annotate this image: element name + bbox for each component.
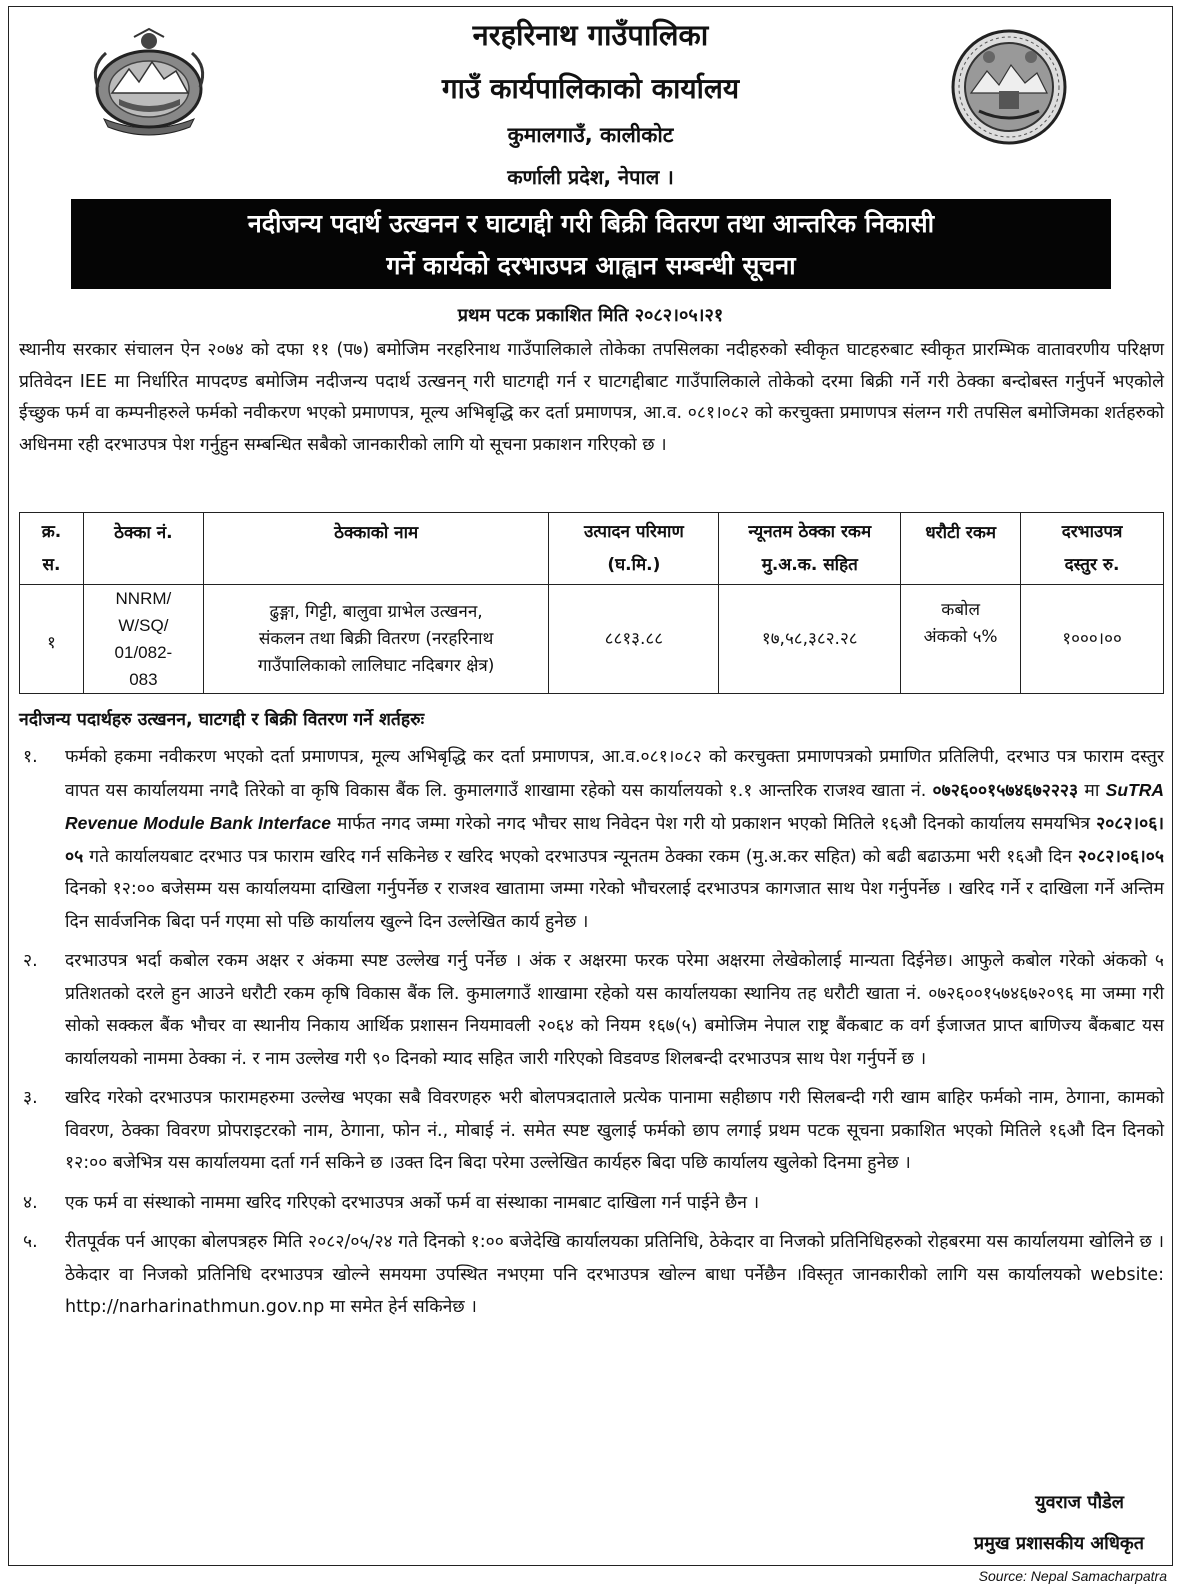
condition-item <box>19 1082 1164 1180</box>
notice-title-line1: नदीजन्य पदार्थ उत्खनन र घाटगद्दी गरी बिक्री वितरण तथा आन्तरिक निकासी <box>247 209 935 238</box>
condition-text-part: गते कार्यालयबाट दरभाउ पत्र फाराम खरिद गर्न सकिनेछ र खरिद भएको दरभाउपत्र न्यूनतम ठेक्का रकम (मु.अ.कर सहित) को बढी बढाऊमा भरी १६औ दिन <box>83 846 1078 867</box>
tender-table <box>19 512 1164 694</box>
purchase-deadline-date: २०८२।०६।०५ <box>65 814 1164 867</box>
office-name: गाउँ कार्यपालिकाको कार्यालय <box>441 72 740 105</box>
office-address: कुमालगाउँ, कालीकोट <box>507 123 674 147</box>
col-header-quantity <box>549 513 719 585</box>
conditions-list <box>19 741 1164 1331</box>
notice-title-line2: गर्ने कार्यको दरभाउपत्र आह्वान सम्बन्धी सूचना <box>386 251 796 280</box>
condition-text-part: मा <box>1078 780 1106 801</box>
col-header-contract-name: ठेक्काको नाम <box>203 513 549 585</box>
col-header-fee <box>1021 513 1164 585</box>
condition-number: ३. <box>23 1088 38 1108</box>
condition-text: दरभाउपत्र भर्दा कबोल रकम अक्षर र अंकमा स्पष्ट उल्लेख गर्नु पर्नेछ । अंक र अक्षरमा फरक परेमा अक्षरमा लेखेकोलाई मान्यता दिईनेछ। आफुले कबोल गरेको अंकको ५ प्रतिशतको दरले हुन आउने धरौटी रकम कृषि विकास बैंक लि. कुमालगाउँ शाखामा रहेको यस कार्यालयका स्थानिय तह धरौटी खाता नं. ०७२६००१५७४६७२०९६ मा जम्मा गरी सोको सक्कल बैंक भौचर वा स्थानीय निकाय आर्थिक प्रशासन नियमावली २०६४ को नियम १६७(५) बमोजिम नेपाल राष्ट्र बैंकबाट क वर्ग ईजाजत प्राप्त बाणिज्य बैंकबाट यस कार्यालयको नाममा ठेक्का नं. र नाम उल्लेख गरी ९० दिनको म्याद सहित जारी गरिएको विडवण्ड शिलबन्दी दरभाउपत्र साथ पेश गर्नुपर्ने छ । <box>65 951 1164 1069</box>
cell-deposit-line2: अंकको ५% <box>923 627 998 647</box>
condition-number: १. <box>23 747 38 767</box>
condition-text-part: फर्मको हकमा नवीकरण भएको दर्ता प्रमाणपत्र, मूल्य अभिबृद्धि कर दर्ता प्रमाणपत्र, आ.व.०८१।०८२ को करचुक्ता प्रमाणपत्रको प्रमाणित प्रतिलिपी, दरभाउ पत्र फाराम दस्तुर वापत यस कार्यालयमा नगदै तिरेको वा कृषि विकास बैंक लि. कुमालगाउँ शाखामा रहेको यस कार्यालयको १.१ आन्तरिक राजश्व खाता नं. <box>65 747 1164 801</box>
condition-text: एक फर्म वा संस्थाको नाममा खरिद गरिएको दरभाउपत्र अर्को फर्म वा संस्थाका नामबाट दाखिला गर्न पाईने छैन । <box>65 1192 760 1213</box>
notice-frame <box>8 6 1173 1566</box>
col-header-deposit: धरौटी रकम <box>901 513 1021 585</box>
source-credit: Source: Nepal Samacharpatra <box>978 1568 1167 1584</box>
table-header-row <box>20 513 1164 585</box>
condition-item <box>19 945 1164 1075</box>
condition-text-part: मार्फत नगद जम्मा गरेको नगद भौचर साथ निवेदन पेश गरी यो प्रकाशन भएको मितिले १६औ दिनको कार्यालय समयभित्र <box>330 814 1097 834</box>
submission-deadline-date: २०८२।०६।०५ <box>1077 846 1164 867</box>
condition-item <box>19 741 1164 938</box>
condition-item <box>19 1226 1164 1324</box>
col-header-sn-line1: क्र. <box>41 521 62 542</box>
municipality-name: नरहरिनाथ गाउँपालिका <box>472 18 709 52</box>
condition-text-part: दिनको १२:०० बजेसम्म यस कार्यालयमा दाखिला गर्नुपर्नेछ र राजश्व खातामा जम्मा गरेको भौचरलाई दरभाउपत्र कागजात साथ पेश गर्नुपर्नेछ । खरिद गर्ने र दाखिला गर्ने अन्तिम दिन सार्वजनिक बिदा पर्न गएमा सो पछि कार्यालय खुल्ने दिन उल्लेखित कार्य हुनेछ । <box>65 879 1164 932</box>
intro-paragraph: स्थानीय सरकार संचालन ऐन २०७४ को दफा ११ (प७) बमोजिम नरहरिनाथ गाउँपालिकाले तोकेका तपसिलका नदीहरुको स्वीकृत घाटहरुबाट स्वीकृत प्रारम्भिक वातावरणीय परिक्षण प्रतिवेदन IEE मा निर्धारित मापदण्ड बमोजिम नदीजन्य पदार्थ उत्खनन् गरी घाटगद्दी गर्न र घाटगद्दीबाट गाउँपालिकाले तोकेको दरमा बिक्री गर्ने गरी ठेक्का बन्दोबस्त गर्नुपर्ने भएकोले ईच्छुक फर्म वा कम्पनीहरुले फर्मको नवीकरण भएको प्रमाणपत्र, मूल्य अभिबृद्धि कर दर्ता प्रमाणपत्र, आ.व. ०८१।०८२ को करचुक्ता प्रमाणपत्र संलग्न गरी तपसिल बमोजिमका शर्तहरुको अधिनमा रही दरभाउपत्र पेश गर्नुहुन सम्बन्धित सबैको जानकारीको लागि यो सूचना प्रकाशन गरिएको छ । <box>19 340 1164 455</box>
cell-sn: १ <box>20 585 84 694</box>
col-header-sn-line2: स. <box>42 554 61 575</box>
cell-contract-no-line4: 083 <box>129 670 158 689</box>
condition-number: २. <box>23 951 38 971</box>
cell-min-amount: १७,५८,३८२.२८ <box>719 585 901 694</box>
cell-contract-no <box>83 585 203 694</box>
cell-contract-name-line3: गाउँपालिकाको लालिघाट नदिबगर क्षेत्र) <box>257 655 495 676</box>
condition-number: ४. <box>23 1192 38 1213</box>
table-row <box>20 585 1164 694</box>
signatory-title: प्रमुख प्रशासकीय अधिकृत <box>973 1533 1144 1554</box>
cell-contract-no-line3: 01/082- <box>114 643 173 662</box>
col-header-fee-line2: दस्तुर रु. <box>1064 554 1120 575</box>
notice-title-banner <box>71 199 1111 289</box>
col-header-quantity-line1: उत्पादन परिमाण <box>584 521 684 542</box>
province-country: कर्णाली प्रदेश, नेपाल । <box>507 165 674 189</box>
cell-contract-name-line2: संकलन तथा बिक्री वितरण (नरहरिनाथ <box>258 628 494 649</box>
revenue-account-number: ०७२६००१५७४६७२२२३ <box>932 780 1079 801</box>
cell-fee: १०००।०० <box>1021 585 1164 694</box>
col-header-fee-line1: दरभाउपत्र <box>1061 521 1123 542</box>
condition-text: रीतपूर्वक पर्न आएका बोलपत्रहरु मिति २०८२/०५/२४ गते दिनको १:०० बजेदेखि कार्यालयका प्रतिनिधि, ठेकेदार वा निजको प्रतिनिधिहरुको रोहबरमा यस कार्यालयमा खोलिने छ । ठेकेदार वा निजको प्रतिनिधि दरभाउपत्र खोल्ने समयमा उपस्थित नभएमा पनि दरभाउपत्र खोल्न बाधा पर्नेछैन ।विस्तृत जानकारीको लागि यस कार्यालयको website: http://narharinathmun.gov.np मा समेत हेर्न सकिनेछ । <box>65 1232 1164 1317</box>
cell-quantity: ८८१३.८८ <box>549 585 719 694</box>
cell-contract-no-line1: NNRM/ <box>115 589 172 608</box>
conditions-title: नदीजन्य पदार्थहरु उत्खनन, घाटगद्दी र बिक्री वितरण गर्ने शर्तहरुः <box>19 710 425 730</box>
col-header-min-amount-line1: न्यूनतम ठेक्का रकम <box>748 521 872 542</box>
signatory-name: युवराज पौडेल <box>1035 1492 1124 1513</box>
col-header-quantity-line2: (घ.मि.) <box>607 554 661 575</box>
col-header-min-amount <box>719 513 901 585</box>
cell-deposit-line1: कबोल <box>941 600 980 620</box>
publication-date: प्रथम पटक प्रकाशित मिति २०८२।०५।२१ <box>457 305 724 326</box>
condition-item <box>19 1187 1164 1220</box>
col-header-contract-no: ठेक्का नं. <box>83 513 203 585</box>
cell-contract-name <box>203 585 549 694</box>
cell-deposit <box>901 585 1021 694</box>
cell-contract-name-line1: ढुङ्गा, गिट्टी, बालुवा ग्राभेल उत्खनन, <box>269 601 483 622</box>
condition-text: खरिद गरेको दरभाउपत्र फारामहरुमा उल्लेख भएका सबै विवरणहरु भरी बोलपत्रदाताले प्रत्येक पानामा सहीछाप गरी सिलबन्दी गरी खाम बाहिर फर्मको नाम, ठेगाना, कामको विवरण, ठेक्का विवरण प्रोपराइटरको नाम, ठेगाना, फोन नं., मोबाई नं. समेत स्पष्ट खुलाई फर्मको छाप लगाई प्रथम पटक सूचना प्रकाशित भएको मितिले १६औ दिन दिनको १२:०० बजेभित्र यस कार्यालयमा दर्ता गर्न सकिने छ ।उक्त दिन बिदा परेमा उल्लेखित कार्यहरु बिदा पछि कार्यालय खुलेको दिनमा हुनेछ । <box>65 1088 1164 1173</box>
cell-contract-no-line2: W/SQ/ <box>118 616 169 635</box>
condition-number: ५. <box>23 1232 38 1252</box>
sutra-interface-name: SuTRA Revenue Module Bank Interface <box>65 779 1164 833</box>
col-header-min-amount-line2: मु.अ.क. सहित <box>761 554 858 575</box>
col-header-sn <box>20 513 84 585</box>
